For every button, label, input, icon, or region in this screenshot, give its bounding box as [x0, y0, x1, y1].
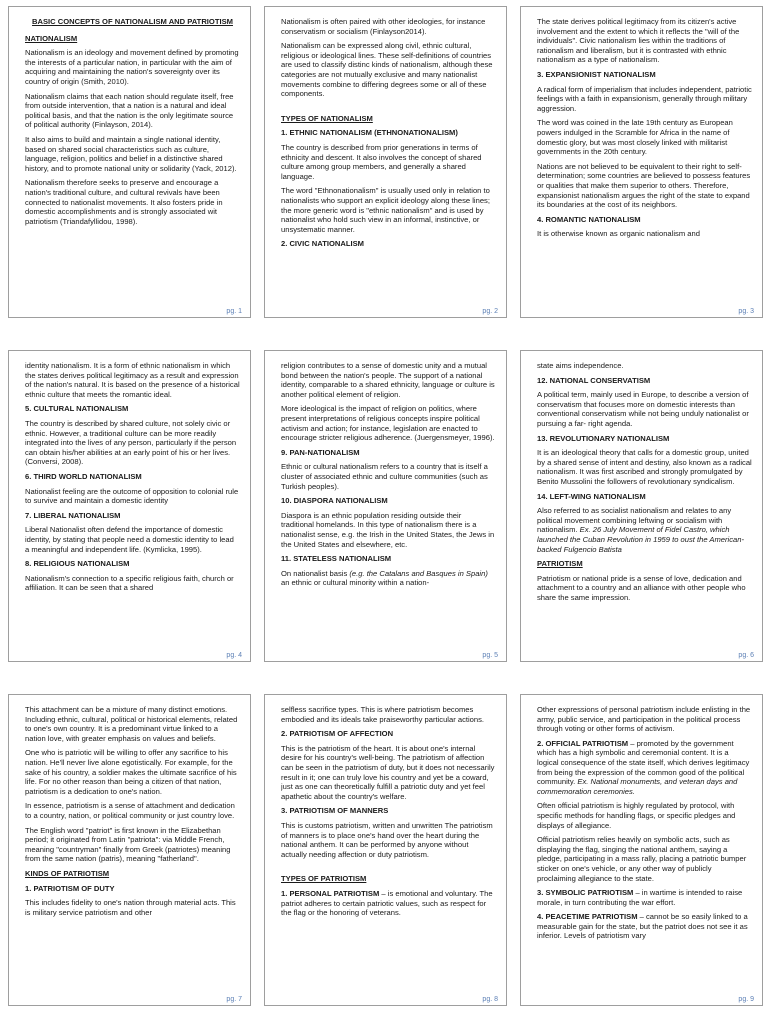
paragraph: selfless sacrifice types. This is where patriotism becomes embodied and its ideals take praiseworthy particular actions.	[281, 705, 485, 724]
paragraph: The English word "patriot" is first known in the Elizabethan period; it originated from Latin "patriota": via Middle French, meaning "countryman" finally from Greek (patriotes) meaning from the same nation (patris), meaning "fatherland".	[25, 825, 231, 864]
paragraph: Nations are not believed to be equivalent to their right to self-determination; some countries are believed to possess features or qualities that make them superior to others. Therefore, expansionist nationalism argues the right of the state to expand its boundaries at the cost of its neighbors.	[537, 161, 751, 210]
subheading: 4. ROMANTIC NATIONALISM	[537, 214, 641, 224]
subheading: 13. REVOLUTIONARY NATIONALISM	[537, 433, 670, 443]
paragraph: The word "Ethnonationalism" is usually used only in relation to nationalists who support an explicit ideology along these lines; the more generic word is "ethnic nationalism" and is used by nationalist who hold such view in an informal, instinctive, or unsystematic manner.	[281, 186, 490, 234]
paragraph: This attachment can be a mixture of many distinct emotions. Including ethnic, cultural, political or historical elements, related to one's own country. It is a predominant virtue linked to a nation love, with greater emphasis on values and beliefs.	[25, 705, 238, 743]
paragraph: Diaspora is an ethnic population residing outside their traditional homelands. In this type of nationalism there is a nationalist sense, e.g. the Irish in the United States, the Jews in the United States and elsewhere, etc.	[281, 510, 495, 549]
paragraph: This is customs patriotism, written and unwritten The patriotism of manners is to place one's hand over the heart during the national anthem. It can be performed by anyone without actually needing affection or duty patriotism.	[281, 820, 493, 859]
text-run: – promoted by the government which has a high symbolic and ceremonial content. It is a logical consequence of the state itself, which derives legitimacy from being the expression of the common good of the political community.	[537, 738, 750, 787]
paragraph: It also aims to build and maintain a single national identity, based on shared social characteristics such as culture, language, religion, politics and belief in a distinctive shared history, and to promote national unity or solidarity (Yack, 2012).	[25, 134, 237, 173]
section-heading-types-of-nationalism: TYPES OF NATIONALISM	[281, 113, 373, 123]
page-number: pg. 8	[482, 996, 498, 1003]
paragraph: Often official patriotism is highly regulated by protocol, with specific methods for handling flags, or specific pledges and displays of allegiance.	[537, 801, 736, 830]
page-number: pg. 2	[482, 308, 498, 315]
page-number: pg. 6	[738, 652, 754, 659]
subheading: 2. PATRIOTISM OF AFFECTION	[281, 729, 394, 739]
subheading: 9. PAN-NATIONALISM	[281, 447, 360, 457]
paragraph: Other expressions of personal patriotism include enlisting in the army, public service, and participation in the political process through voting or other forms of activism.	[537, 705, 751, 734]
paragraph: The word was coined in the late 19th century as European powers indulged in the Scramble for Africa in the name of domestic glory, but was most closely linked with militarist governments in the 20th century.	[537, 118, 733, 157]
subheading: 1. PATRIOTISM OF DUTY	[25, 883, 115, 893]
paragraph: This is the patriotism of the heart. It is about one's internal desire for his country's well-being. The patriotism of affection can be seen in the patriotism of duty, but it does not necessarily result in it; one can truly love his country and yet be a coward, just as one can theoretically fulfill a patriotic duty and yet feel apathetic about the country's welfare.	[281, 743, 495, 801]
paragraph: religion contributes to a sense of domestic unity and a mutual bond between the nation's people. The support of a national identity, comparable to a shared ethnicity, language or culture is another political element of religion.	[281, 361, 495, 399]
paragraph	[281, 889, 496, 918]
subheading: 11. STATELESS NATIONALISM	[281, 554, 392, 564]
paragraph: Ethnic or cultural nationalism refers to a country that is itself a cluster of associated ethnic and culture communities (such as Turkish peoples).	[281, 462, 488, 491]
section-heading-types-of-patriotism: TYPES OF PATRIOTISM	[281, 874, 367, 884]
subheading: 6. THIRD WORLD NATIONALISM	[25, 471, 142, 481]
paragraph: A political term, mainly used in Europe, to describe a version of conservatism that focuses more on domestic interests than conventional conservatism while not being unduly nationalist or pursuing a far- right agenda.	[537, 390, 749, 428]
paragraph	[537, 506, 752, 554]
subheading: 2. CIVIC NATIONALISM	[281, 239, 364, 249]
paragraph: Liberal Nationalist often defend the importance of domestic identity, by stating that people need a domestic identity to lead a meaningful and independent life. (Kymlicka, 1995).	[25, 525, 234, 554]
section-heading-patriotism: PATRIOTISM	[537, 559, 583, 569]
paragraph: Nationalism therefore seeks to preserve and encourage a nation's traditional culture, and cultural revivals have been connected to nationalist movements. It also fosters pride in domestic accomplishments and is strongly associated wit patriotism (Triandafyllidou, 1998).	[25, 178, 223, 226]
paragraph: The country is described by shared culture, not solely civic or ethnic. However, a traditional culture can be more readily integrated into the lives of any person, particularly if the person can obtain his/her abilities at an early point of his or her lives. (Conversi, 2008).	[25, 418, 237, 467]
page-number: pg. 5	[482, 652, 498, 659]
section-heading-nationalism: NATIONALISM	[25, 33, 78, 43]
subheading: 14. LEFT-WING NATIONALISM	[537, 491, 646, 501]
subheading: 3. PATRIOTISM OF MANNERS	[281, 806, 389, 816]
paragraph: Nationalism is an ideology and movement defined by promoting the interests of a particular nation, in particular with the aim of acquiring and maintaining the nation's sovereignty over its country of origin (Smith, 2010).	[25, 48, 239, 86]
inline-heading: 1. PERSONAL PATRIOTISM	[281, 888, 380, 898]
page-number: pg. 1	[226, 308, 242, 315]
paragraph: Patriotism or national pride is a sense of love, dedication and attachment to a country and an alliance with other people who share the same impression.	[537, 573, 746, 602]
subheading: 12. NATIONAL CONSERVATISM	[537, 375, 651, 385]
inline-heading: 2. OFFICIAL PATRIOTISM	[537, 738, 629, 748]
text-run: – in wartime is intended to raise morale, in turn contributing the war effort.	[537, 888, 743, 907]
paragraph: A radical form of imperialism that includes independent, patriotic feelings with a faith in expansionism, generally through military aggression.	[537, 84, 752, 113]
subheading: 1. ETHNIC NATIONALISM (ETHNONATIONALISM)	[281, 128, 458, 138]
paragraph: identity nationalism. It is a form of ethnic nationalism in which the states derives political legitimacy as a result and expression of the nation's natural. It is based on the presence of a historical ethnic culture that meets the romantic ideal.	[25, 361, 240, 399]
paragraph: This includes fidelity to one's nation through material acts. This is military service patriotism and other	[25, 898, 236, 917]
paragraph: In essence, patriotism is a sense of attachment and dedication to a country, nation, or political community or just country love.	[25, 801, 235, 820]
italic-example: (e.g. the Catalans and Basques in Spain)	[349, 568, 488, 578]
text-run: – is emotional and voluntary. The patriot adheres to certain patriotic values, such as respect for the flag or the honoring of veterans.	[281, 888, 493, 918]
document-page-9	[520, 694, 763, 1006]
document-page-6	[520, 350, 763, 662]
page-number: pg. 9	[738, 996, 754, 1003]
document-page-5	[264, 350, 507, 662]
paragraph: More ideological is the impact of religion on politics, where present interpretations of religious concepts inspire political activism and action; for instance, legislation are enacted to encourage stricter religious adherence. (Juergensmeyer, 1996).	[281, 404, 495, 443]
text-run: Also referred to as socialist nationalism and relates to any political movement combining leftwing or socialism with nationalism.	[537, 506, 732, 535]
subheading: 8. RELIGIOUS NATIONALISM	[25, 559, 130, 569]
document-title: BASIC CONCEPTS OF NATIONALISM AND PATRIOTISM	[32, 17, 233, 26]
paragraph: Nationalism can be expressed along civil, ethnic cultural, religious or ideological lines. These self-definitions of countries are used to classify distinc kinds of nationalism, although these categories are not mutually exclusive and many nationalist movements combine to differing degrees some or all of these components.	[281, 41, 493, 99]
paragraph	[537, 912, 752, 941]
paragraph: Nationalism is often paired with other ideologies, for instance conservatism or socialism (Finlayson2014).	[281, 17, 486, 36]
inline-heading: 3. SYMBOLIC PATRIOTISM	[537, 888, 634, 898]
paragraph: The state derives political legitimacy from its citizen's active involvement and the extent to which it reflects the "will of the individuals". Civic nationalism lies within the traditions of rationalism and liberalism, but it is contrasted with ethnic nationalism as a type of nationalism.	[537, 17, 740, 65]
text-run: an ethnic or cultural minority within a nation-	[281, 578, 430, 588]
document-page-3	[520, 6, 763, 318]
subheading: 3. EXPANSIONIST NATIONALISM	[537, 69, 656, 79]
page-number: pg. 4	[226, 652, 242, 659]
text-run: – cannot be so easily linked to a measurable gain for the state, but the patriot does not see it as inferior. Levels of patriotism vary	[537, 912, 748, 941]
paragraph: Nationalism claims that each nation should regulate itself, free from outside intervention, that a nation is a natural and ideal political basis, and that the nation is the only legitimate source of political authority (Finlayson, 2014).	[25, 91, 234, 130]
subheading: 7. LIBERAL NATIONALISM	[25, 510, 121, 520]
text-run: On nationalist basis	[281, 568, 350, 578]
document-page-8	[264, 694, 507, 1006]
paragraph	[537, 739, 752, 797]
paragraph: Official patriotism relies heavily on symbolic acts, such as displaying the flag, singing the national anthem, saying a pledge, participating in a mass rally, placing a patriotic bumper sticker on one's vehicle, or any other way of publicly proclaiming allegiance to the state.	[537, 835, 747, 883]
page-number: pg. 7	[226, 996, 242, 1003]
paragraph: It is an ideological theory that calls for a domestic group, united by a shared sense of intent and destiny, also known as a radical nationalism. It was first ascribed and strongly promulgated by Benito Mussolini the followers of revolutionary syndicalism.	[537, 448, 752, 486]
document-page-7	[8, 694, 251, 1006]
page-number: pg. 3	[738, 308, 754, 315]
paragraph: state aims independence.	[537, 361, 624, 370]
section-heading-kinds-of-patriotism: KINDS OF PATRIOTISM	[25, 868, 110, 878]
document-page-2	[264, 6, 507, 318]
paragraph: It is otherwise known as organic nationalism and	[537, 229, 700, 239]
paragraph: Nationalism's connection to a specific religious faith, church or affiliation. It can be seen that a shared	[25, 573, 234, 593]
paragraph	[281, 569, 496, 588]
document-page-1	[8, 6, 251, 318]
italic-example: Ex. National monuments, and veteran days and commemoration ceremonies.	[537, 777, 738, 796]
paragraph: Nationalist feeling are the outcome of opposition to colonial rule to survive and maintain a domestic identity	[25, 486, 239, 506]
italic-example: Ex. 26 July Movement of Fidel Castro, which launched the Cuban Revolution in 1959 to oust the American-backed Fulgencio Batista	[537, 525, 744, 554]
subheading: 10. DIASPORA NATIONALISM	[281, 496, 388, 506]
paragraph: One who is patriotic will be willing to offer any sacrifice to his nation. He'll never live alone egotistically. For example, for the sake of his country, a soldier makes the ultimate sacrifice of his life. For no other reason than being a citizen of that nation, patriotism is a dedication to one's nation.	[25, 748, 237, 796]
inline-heading: 4. PEACETIME PATRIOTISM	[537, 912, 638, 922]
paragraph	[537, 888, 752, 907]
subheading: 5. CULTURAL NATIONALISM	[25, 404, 129, 414]
paragraph: The country is described from prior generations in terms of ethnicity and descent. It also involves the concept of shared culture among group members, and generally a shared language.	[281, 142, 482, 181]
document-page-4	[8, 350, 251, 662]
